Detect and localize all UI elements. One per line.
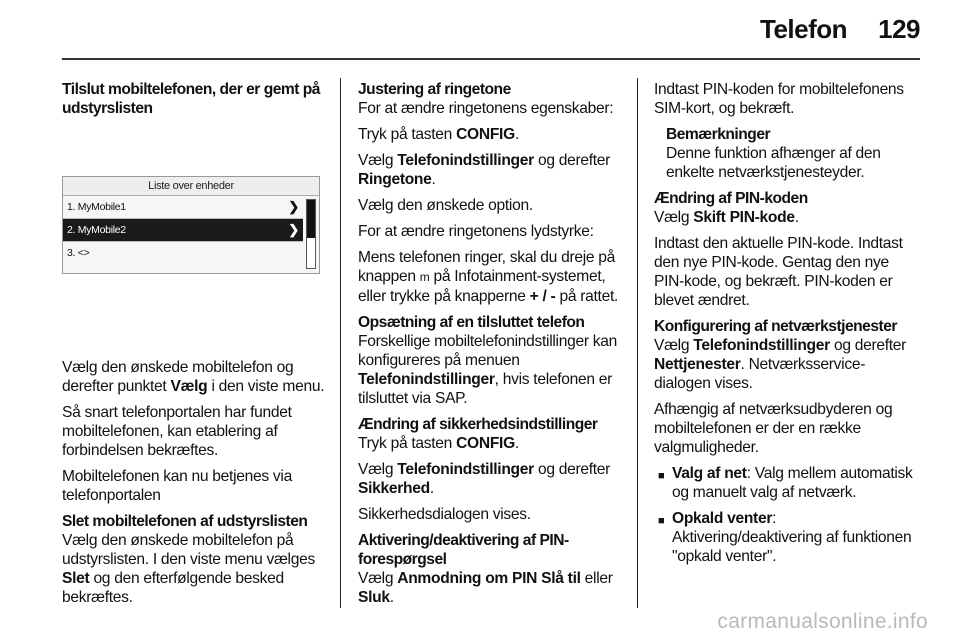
paragraph: Vælg Telefonindstillinger og derefter Ringetone. <box>358 152 611 188</box>
paragraph: Sikkerhedsdialogen vises. <box>358 506 531 523</box>
paragraph: Mobiltelefonen kan nu betjenes via telefonportalen <box>62 468 292 504</box>
paragraph: Afhængig af netværksudbyderen og mobiltelefonen er der en række valgmuligheder. <box>654 401 893 456</box>
paragraph: Vælg Skift PIN-kode. <box>654 209 799 226</box>
note-box <box>654 125 920 182</box>
scrollbar-thumb[interactable] <box>307 200 315 238</box>
paragraph: Mens telefonen ringer, skal du dreje på knappen m på Infotainment-systemet, eller trykke på knapperne + / - på rattet. <box>358 249 619 305</box>
page-title: Telefon <box>760 14 848 44</box>
device-list-item[interactable] <box>63 196 303 219</box>
device-list-title: Liste over enheder <box>63 177 319 196</box>
section-heading: Slet mobiltelefonen af udstyrslisten <box>62 513 308 530</box>
paragraph: Vælg Telefonindstillinger og derefter Sikkerhed. <box>358 461 611 497</box>
paragraph: Vælg Telefonindstillinger og derefter Nettjenester. Netværksservice-dialogen vises. <box>654 337 907 392</box>
column-divider-2 <box>637 78 638 608</box>
column-3 <box>654 80 920 573</box>
paragraph: Vælg den ønskede option. <box>358 197 533 214</box>
note-heading: Bemærkninger <box>666 126 771 143</box>
device-list-item-label: 3. <> <box>67 247 90 259</box>
list-item: ■ Valg af net: Valg mellem automatisk og manuelt valg af netværk. <box>654 464 920 502</box>
note-text: Denne funktion afhænger af den enkelte netværkstjenesteyder. <box>666 145 881 181</box>
paragraph: For at ændre ringetonens egenskaber: <box>358 100 614 117</box>
paragraph: Indtast PIN-koden for mobiltelefonens SIM-kort, og bekræft. <box>654 81 904 117</box>
chevron-right-icon: ❯ <box>288 222 299 237</box>
square-bullet-icon: ■ <box>658 470 665 482</box>
page-number: 129 <box>878 14 920 44</box>
square-bullet-icon: ■ <box>658 515 665 527</box>
device-list-screen <box>62 176 320 274</box>
column-1 <box>62 80 328 614</box>
paragraph: Vælg den ønskede mobiltelefon og derefter punktet Vælg i den viste menu. <box>62 359 325 395</box>
column-divider-1 <box>340 78 341 608</box>
device-list-figure <box>62 128 328 338</box>
device-list-item[interactable] <box>63 242 303 264</box>
volume-knob-icon: m <box>419 270 430 284</box>
paragraph: Tryk på tasten CONFIG. <box>358 435 519 452</box>
paragraph: Vælg Anmodning om PIN Slå til eller Sluk. <box>358 570 613 606</box>
list-item: ■ Opkald venter: Aktivering/deaktivering af funktionen "opkald venter". <box>654 509 920 566</box>
header-rule <box>62 58 920 60</box>
device-list-item-selected[interactable] <box>63 219 303 242</box>
column-2 <box>358 80 624 614</box>
device-list-scrollbar[interactable] <box>306 199 316 269</box>
paragraph: Vælg den ønskede mobiltelefon på udstyrslisten. I den viste menu vælges Slet og den efterfølgende besked bekræftes. <box>62 532 315 606</box>
device-list-item-label: 2. MyMobile2 <box>67 224 126 236</box>
paragraph: Så snart telefonportalen har fundet mobiltelefonen, kan etablering af forbindelsen bekræftes. <box>62 404 292 459</box>
section-heading: Konfigurering af netværkstjenester <box>654 318 897 335</box>
section-heading: Ændring af PIN-koden <box>654 190 808 207</box>
section-heading: Justering af ringetone <box>358 81 511 98</box>
watermark: carmanualsonline.info <box>717 610 928 633</box>
paragraph: Tryk på tasten CONFIG. <box>358 126 519 143</box>
section-heading: Aktivering/deaktivering af PIN-forespørgsel <box>358 532 569 568</box>
device-list-item-label: 1. MyMobile1 <box>67 201 126 213</box>
section-heading: Opsætning af en tilsluttet telefon <box>358 314 585 331</box>
paragraph: Indtast den aktuelle PIN-kode. Indtast den nye PIN-kode. Gentag den nye PIN-kode, og bekræft. PIN-koden er blevet ændret. <box>654 235 903 309</box>
section-heading: Tilslut mobiltelefonen, der er gemt på udstyrslisten <box>62 81 320 117</box>
paragraph: For at ændre ringetonens lydstyrke: <box>358 223 594 240</box>
section-heading: Ændring af sikkerhedsindstillinger <box>358 416 598 433</box>
paragraph: Forskellige mobiltelefonindstillinger kan konfigureres på menuen Telefonindstillinger, hvis telefonen er tilsluttet via SAP. <box>358 333 617 407</box>
chevron-right-icon: ❯ <box>288 199 299 214</box>
